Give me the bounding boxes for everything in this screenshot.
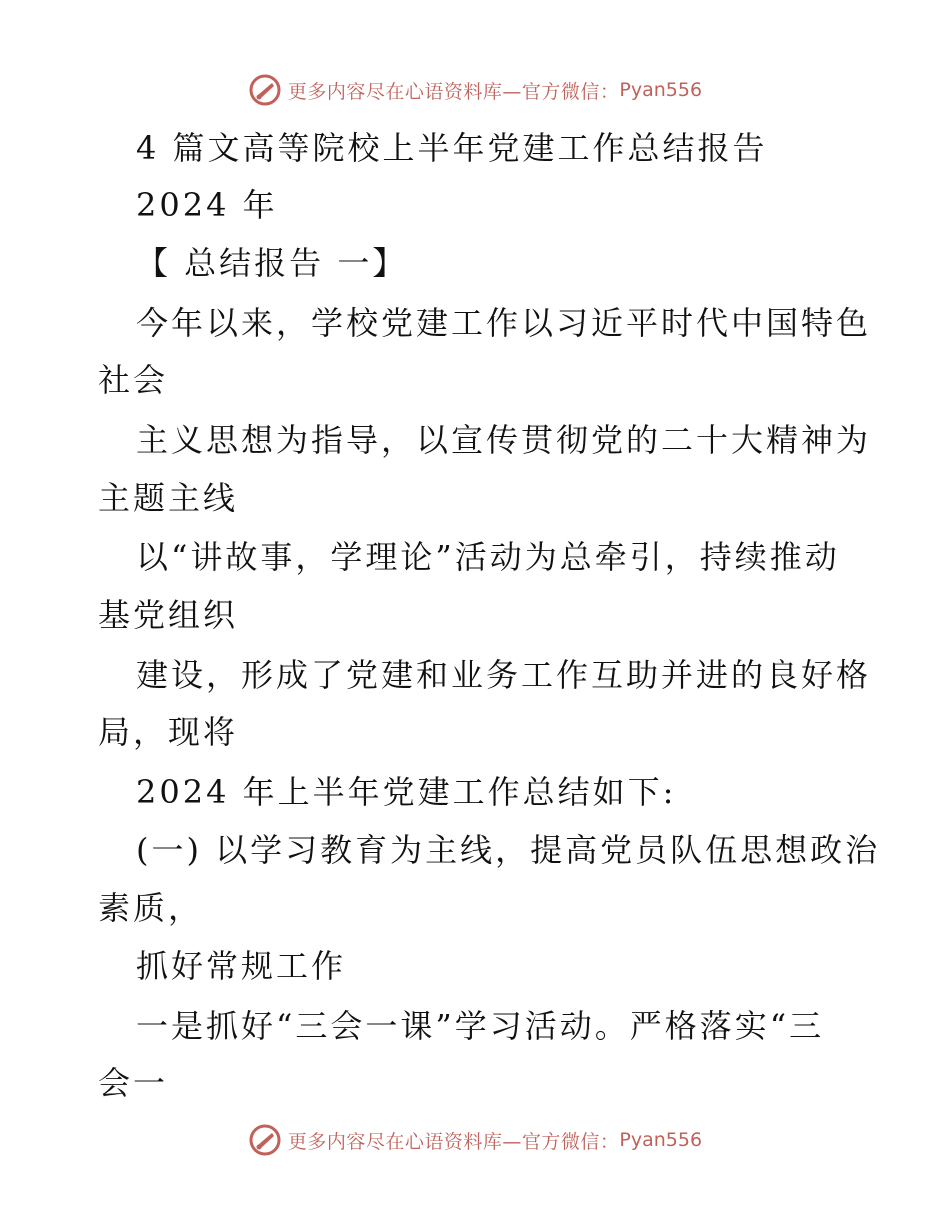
paragraph-line: 2024 年上半年党建工作总结如下: [136,773,677,811]
document-title: 4 篇文高等院校上半年党建工作总结报告 [136,129,768,167]
paragraph-line: 局，现将 [98,713,239,751]
logo-icon [248,73,282,107]
header-watermark [0,70,950,110]
subsection-heading: (一) 以学习教育为主线，提高党员队伍思想政治 [136,831,881,869]
paragraph-line: 建设，形成了党建和业务工作互助并进的良好格 [136,656,872,694]
section-heading: 【 总结报告 一】 [136,244,408,282]
watermark-wechat-id: Pyan556 [619,1129,703,1151]
paragraph-line: 主义思想为指导，以宣传贯彻党的二十大精神为 [136,421,872,459]
paragraph-line: 会一 [98,1064,169,1102]
paragraph-line: 一是抓好“三会一课”学习活动。严格落实“三 [136,1007,825,1045]
paragraph-line: 社会 [98,361,169,399]
paragraph-line: 今年以来，学校党建工作以习近平时代中国特色 [136,304,872,342]
paragraph-line: 基党组织 [98,596,239,634]
watermark-wechat-id: Pyan556 [619,79,703,101]
footer-watermark [0,1120,950,1160]
paragraph-line: 主题主线 [98,479,239,517]
watermark-text: 更多内容尽在心语资料库—官方微信： [287,80,620,103]
paragraph-line: 以“讲故事，学理论”活动为总牵引，持续推动 [136,538,840,576]
logo-icon [248,1123,282,1157]
paragraph-line: 素质， [98,889,204,927]
document-year: 2024 年 [136,186,278,224]
paragraph-line: 抓好常规工作 [136,947,347,985]
watermark-text: 更多内容尽在心语资料库—官方微信： [287,1130,620,1153]
